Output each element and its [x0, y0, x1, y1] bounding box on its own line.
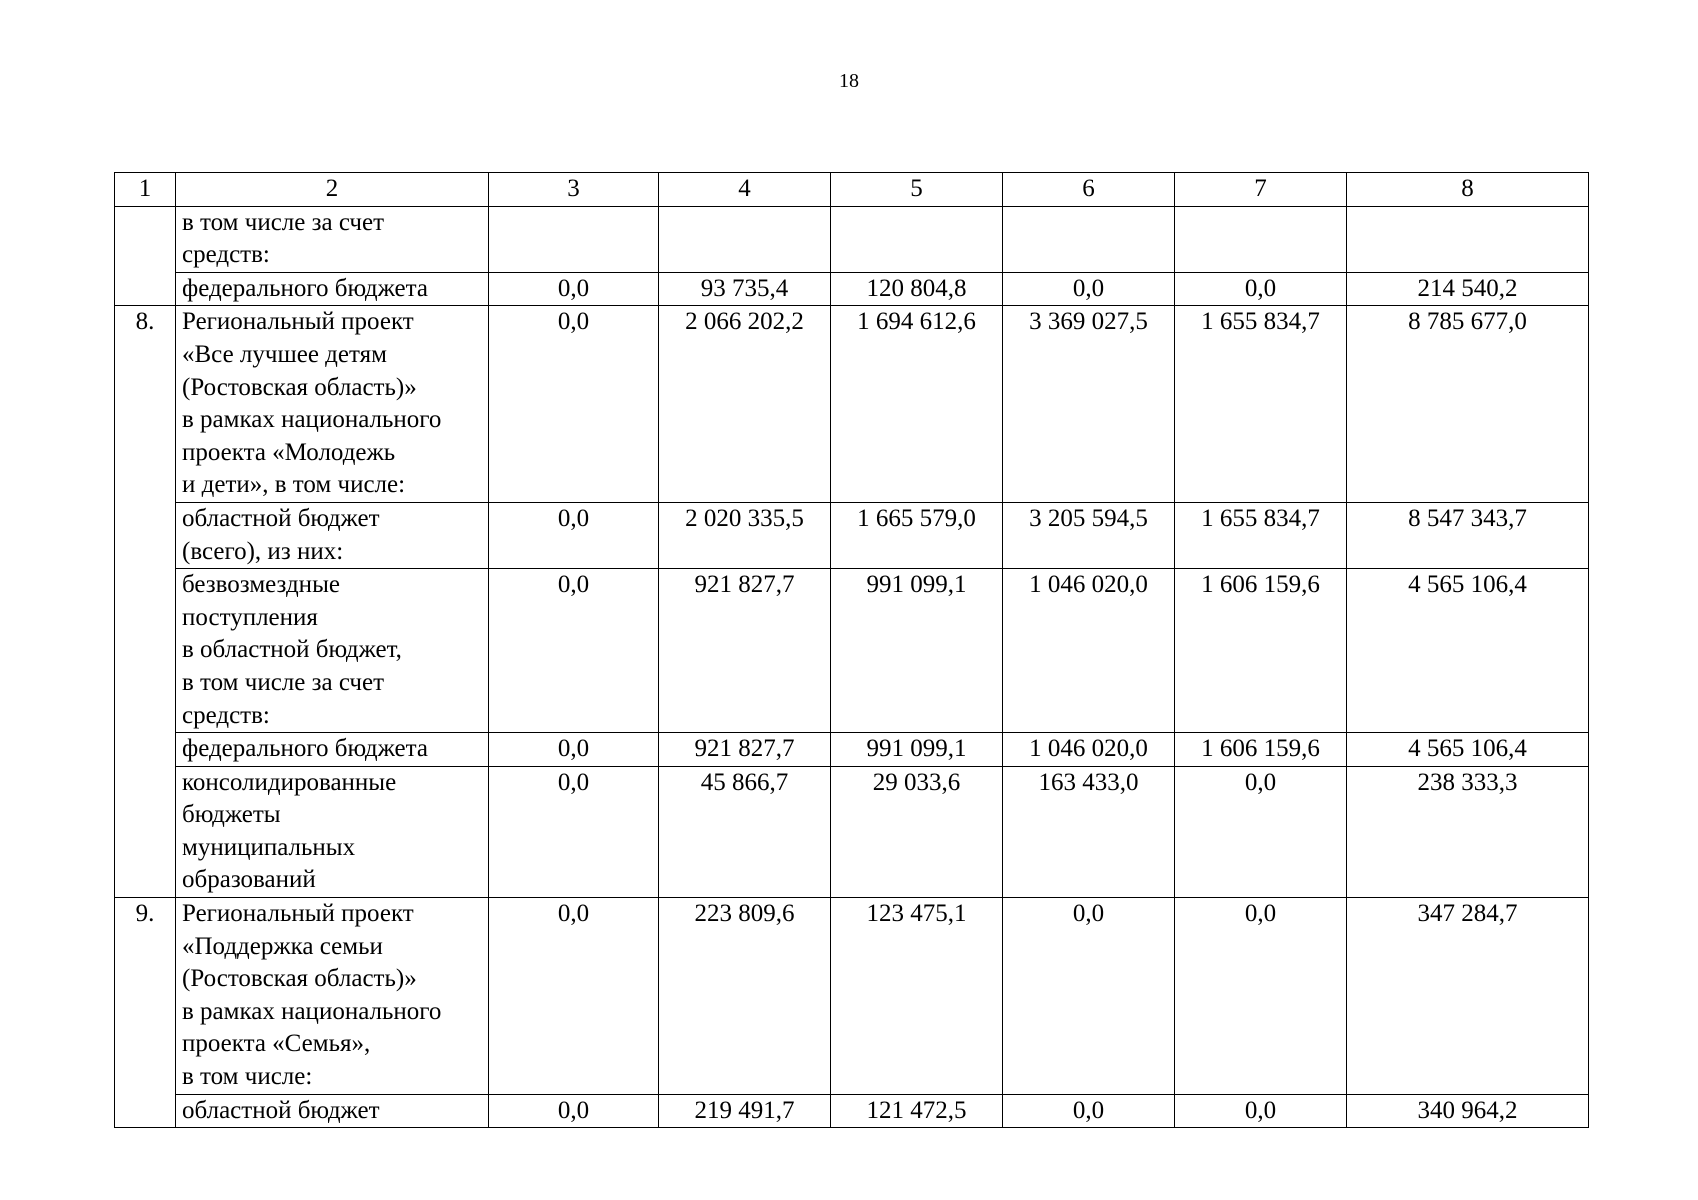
- value-cell: 0,0: [1003, 898, 1175, 1095]
- row-number-cell: 9.: [115, 898, 176, 1128]
- header-cell: 8: [1347, 173, 1589, 207]
- description-line: в областной бюджет,: [182, 636, 402, 664]
- value-cell: 1 606 159,6: [1175, 569, 1347, 733]
- header-cell: 2: [176, 173, 489, 207]
- value-cell: 921 827,7: [659, 733, 831, 767]
- table-row: [115, 1094, 1589, 1128]
- value-cell: 121 472,5: [831, 1094, 1003, 1128]
- description-line: в рамках национального: [182, 997, 442, 1025]
- description-line: (всего), из них:: [182, 537, 344, 565]
- value-cell: 347 284,7: [1347, 898, 1589, 1095]
- description-line: «Все лучшее детям: [182, 340, 387, 368]
- description-cell: [176, 1094, 489, 1128]
- description-line: поступления: [182, 603, 318, 631]
- table-row: [115, 898, 1589, 1095]
- description-cell: [176, 272, 489, 306]
- description-line: проекта «Молодежь: [182, 438, 396, 466]
- value-cell: 991 099,1: [831, 733, 1003, 767]
- value-cell: 3 369 027,5: [1003, 306, 1175, 503]
- description-cell: [176, 306, 489, 503]
- description-line: «Поддержка семьи: [182, 932, 383, 960]
- value-cell: 340 964,2: [1347, 1094, 1589, 1128]
- description-line: безвозмездные: [182, 571, 340, 599]
- description-line: образований: [182, 866, 316, 894]
- value-cell: 921 827,7: [659, 569, 831, 733]
- table-row: [115, 502, 1589, 568]
- value-cell: 120 804,8: [831, 272, 1003, 306]
- value-cell: 45 866,7: [659, 766, 831, 897]
- value-cell: 2 020 335,5: [659, 502, 831, 568]
- description-line: в том числе за счет: [182, 668, 385, 696]
- value-cell: 1 655 834,7: [1175, 306, 1347, 503]
- value-cell: 0,0: [489, 1094, 659, 1128]
- description-line: в том числе:: [182, 1063, 313, 1091]
- header-cell: 7: [1175, 173, 1347, 207]
- description-line: федерального бюджета: [182, 735, 428, 763]
- value-cell: 0,0: [1003, 1094, 1175, 1128]
- table-row: [115, 306, 1589, 503]
- value-cell: 0,0: [1003, 272, 1175, 306]
- value-cell: 1 665 579,0: [831, 502, 1003, 568]
- value-cell: 0,0: [489, 766, 659, 897]
- description-line: и дети», в том числе:: [182, 471, 406, 499]
- value-cell: 0,0: [1175, 898, 1347, 1095]
- description-line: (Ростовская область)»: [182, 373, 417, 401]
- value-cell: 4 565 106,4: [1347, 569, 1589, 733]
- value-cell: 8 547 343,7: [1347, 502, 1589, 568]
- description-line: (Ростовская область)»: [182, 965, 417, 993]
- value-cell: 8 785 677,0: [1347, 306, 1589, 503]
- value-cell: 0,0: [1175, 766, 1347, 897]
- value-cell: [659, 206, 831, 272]
- value-cell: 93 735,4: [659, 272, 831, 306]
- header-cell: 5: [831, 173, 1003, 207]
- description-line: проекта «Семья»,: [182, 1030, 371, 1058]
- value-cell: [1347, 206, 1589, 272]
- description-line: в рамках национального: [182, 406, 442, 434]
- table-row: [115, 766, 1589, 897]
- value-cell: 1 655 834,7: [1175, 502, 1347, 568]
- table-row: [115, 569, 1589, 733]
- description-line: областной бюджет: [182, 504, 380, 532]
- table-row: [115, 272, 1589, 306]
- value-cell: 219 491,7: [659, 1094, 831, 1128]
- description-line: консолидированные: [182, 768, 397, 796]
- value-cell: 163 433,0: [1003, 766, 1175, 897]
- description-cell: [176, 569, 489, 733]
- value-cell: 1 046 020,0: [1003, 733, 1175, 767]
- value-cell: 0,0: [489, 898, 659, 1095]
- budget-table: [114, 172, 1589, 1128]
- description-line: муниципальных: [182, 833, 356, 861]
- value-cell: [831, 206, 1003, 272]
- description-line: федерального бюджета: [182, 274, 428, 302]
- value-cell: 0,0: [489, 569, 659, 733]
- header-row: [115, 173, 1589, 207]
- value-cell: 2 066 202,2: [659, 306, 831, 503]
- value-cell: 0,0: [489, 502, 659, 568]
- description-line: Региональный проект: [182, 900, 414, 928]
- value-cell: 0,0: [489, 306, 659, 503]
- description-line: средств:: [182, 701, 270, 729]
- value-cell: 1 046 020,0: [1003, 569, 1175, 733]
- value-cell: 214 540,2: [1347, 272, 1589, 306]
- description-cell: [176, 898, 489, 1095]
- value-cell: 0,0: [489, 272, 659, 306]
- value-cell: 223 809,6: [659, 898, 831, 1095]
- value-cell: 0,0: [489, 733, 659, 767]
- value-cell: 123 475,1: [831, 898, 1003, 1095]
- value-cell: 1 694 612,6: [831, 306, 1003, 503]
- value-cell: 4 565 106,4: [1347, 733, 1589, 767]
- row-number-cell: [115, 206, 176, 306]
- header-cell: 4: [659, 173, 831, 207]
- description-line: Региональный проект: [182, 308, 414, 336]
- value-cell: 991 099,1: [831, 569, 1003, 733]
- value-cell: [489, 206, 659, 272]
- description-cell: [176, 502, 489, 568]
- value-cell: 3 205 594,5: [1003, 502, 1175, 568]
- table-row: [115, 733, 1589, 767]
- value-cell: 0,0: [1175, 272, 1347, 306]
- header-cell: 3: [489, 173, 659, 207]
- table-row: [115, 206, 1589, 272]
- header-cell: 6: [1003, 173, 1175, 207]
- value-cell: 0,0: [1175, 1094, 1347, 1128]
- value-cell: [1003, 206, 1175, 272]
- value-cell: 29 033,6: [831, 766, 1003, 897]
- page-number: 18: [839, 70, 859, 92]
- row-number-cell: 8.: [115, 306, 176, 898]
- description-line: в том числе за счет: [182, 208, 385, 236]
- value-cell: 238 333,3: [1347, 766, 1589, 897]
- description-cell: [176, 206, 489, 272]
- header-cell: 1: [115, 173, 176, 207]
- description-cell: [176, 766, 489, 897]
- description-cell: [176, 733, 489, 767]
- value-cell: 1 606 159,6: [1175, 733, 1347, 767]
- description-line: бюджеты: [182, 801, 281, 829]
- description-line: средств:: [182, 241, 270, 269]
- value-cell: [1175, 206, 1347, 272]
- description-line: областной бюджет: [182, 1096, 380, 1124]
